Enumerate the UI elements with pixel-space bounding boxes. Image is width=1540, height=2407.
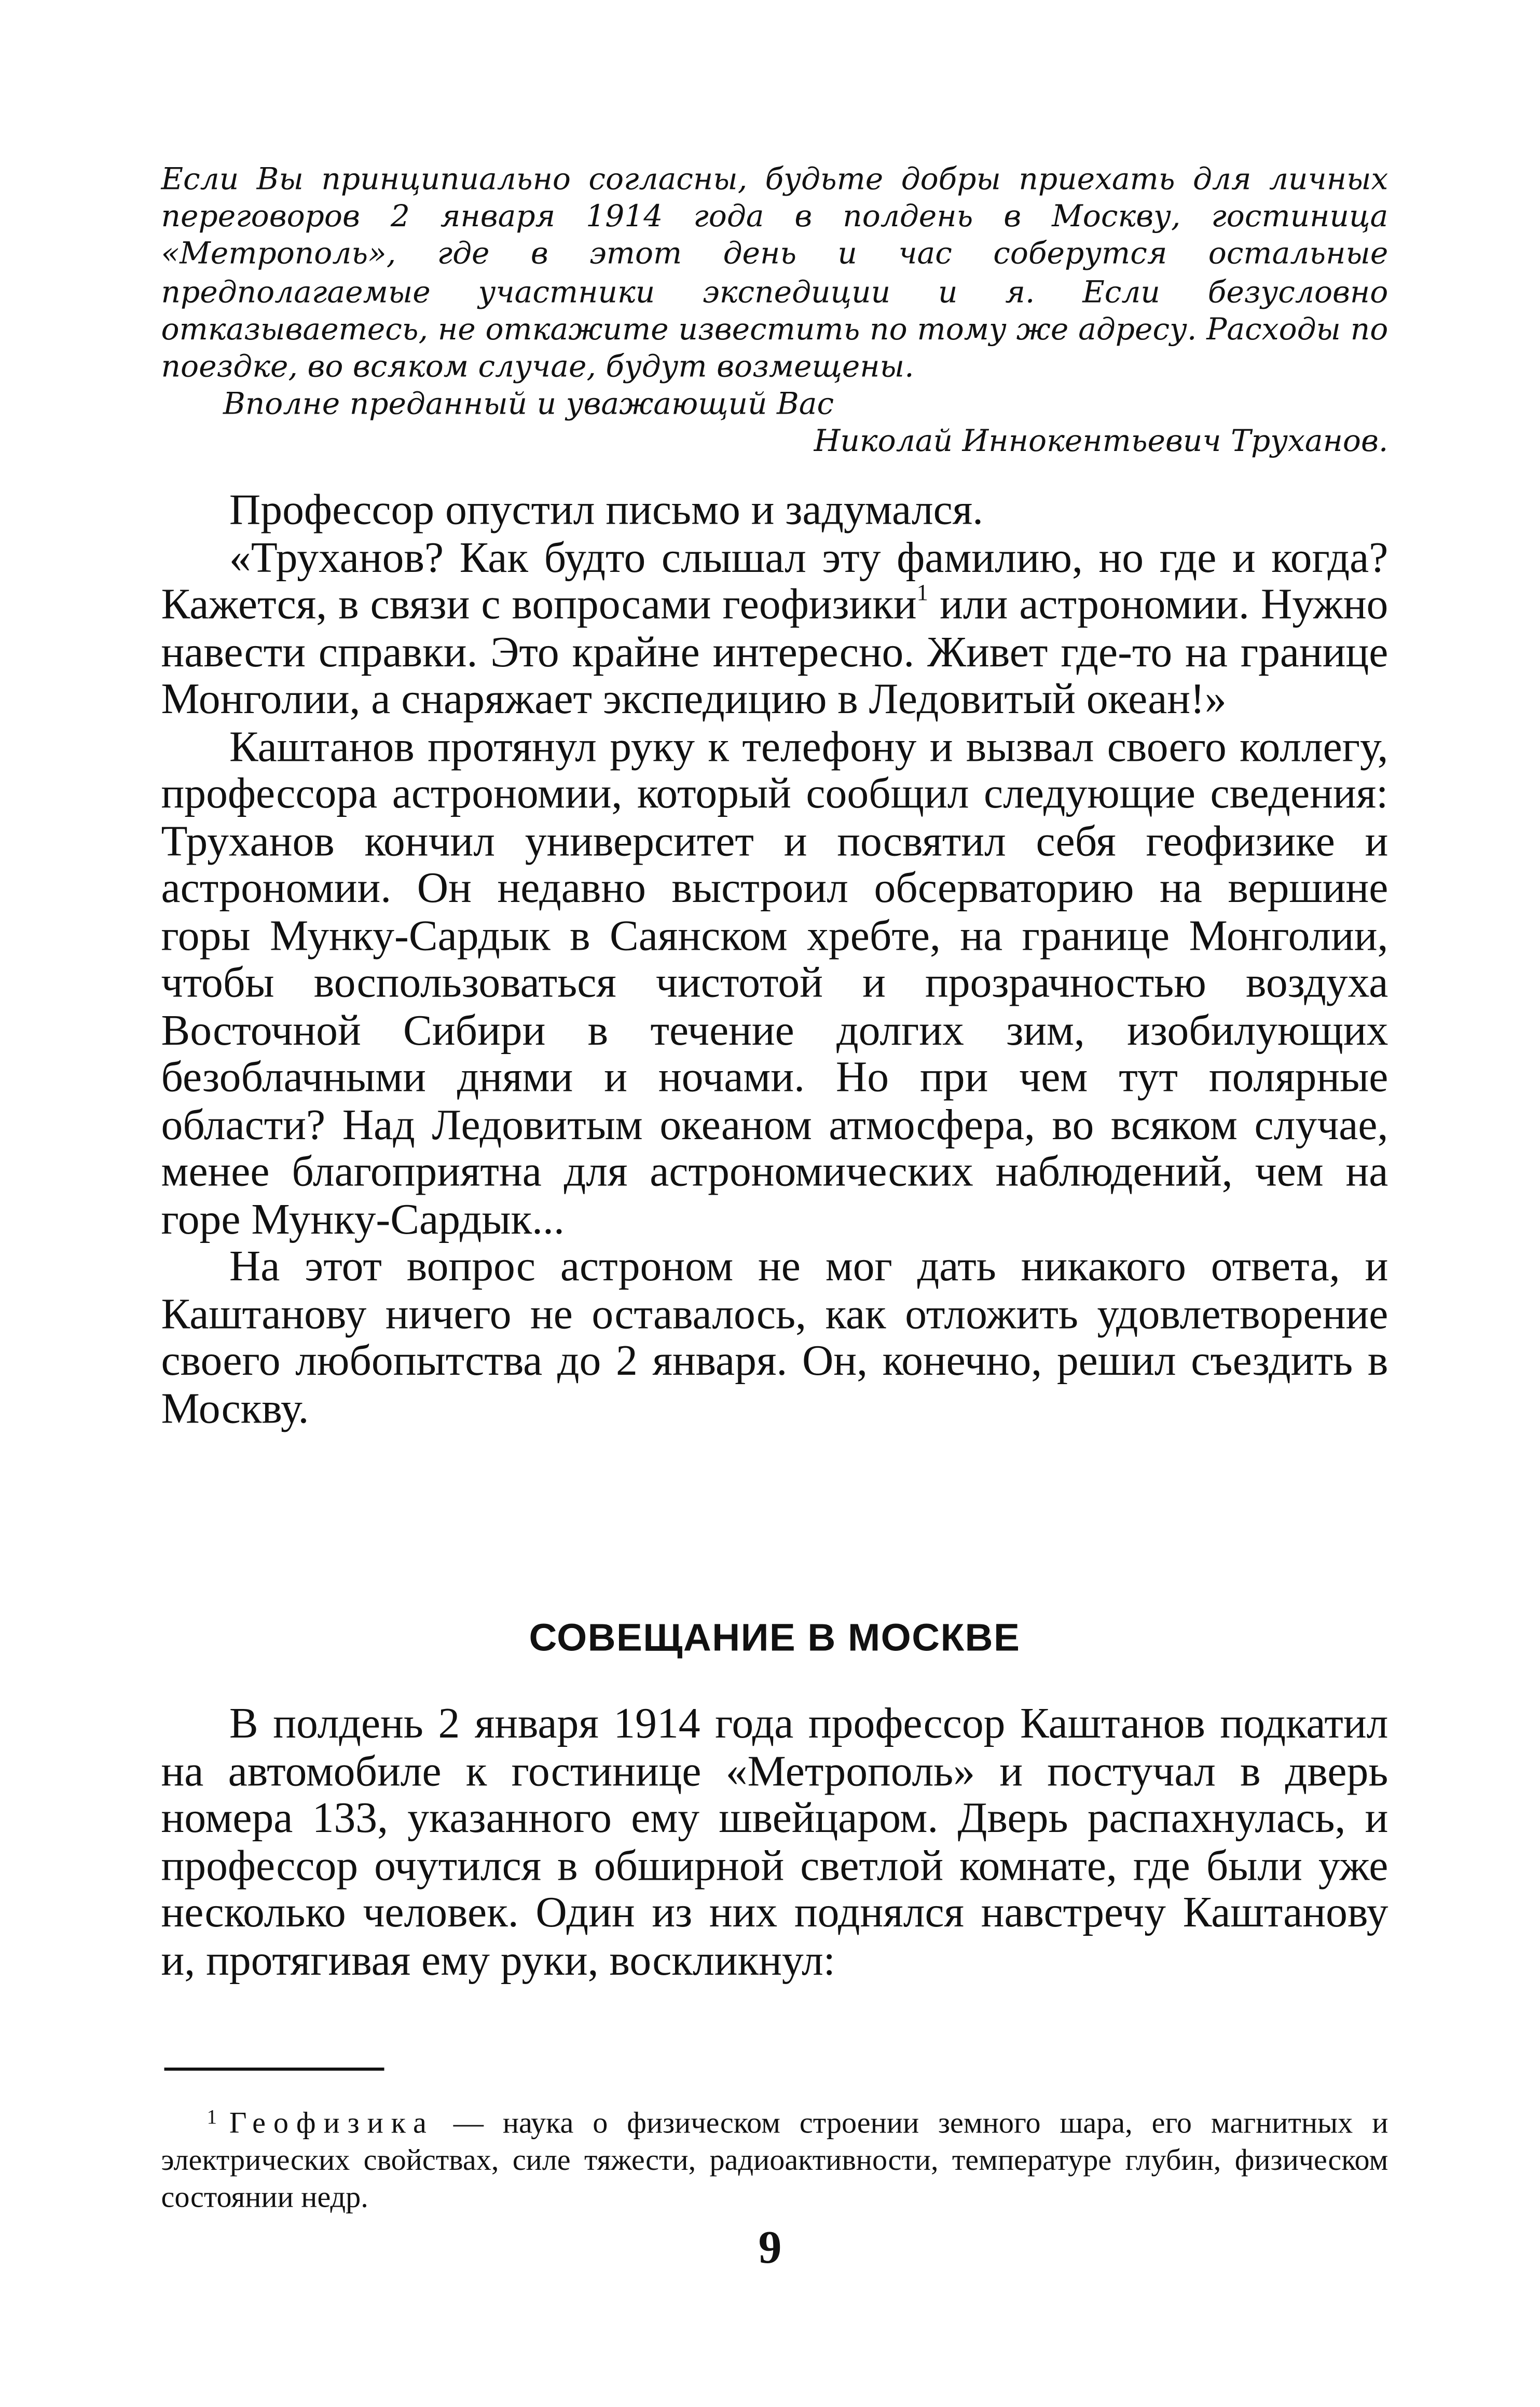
letter-body: Если Вы принципиально согласны, будьте добры приехать для личных переговоров 2 января 1914 года в полдень в Москву, гостиница «Метрополь», где в этот день и час соберутся остальные предполагаемые участники экспедиции и я. Если безусловно отказываетесь, не откажите известить по тому же адресу. Расходы по поездке, во всяком случае, будут возмещены. (161, 161, 1388, 385)
section-text (161, 1702, 1388, 1986)
page-number: 9 (758, 2222, 782, 2274)
footnote (161, 2099, 1388, 2218)
footnote-text: — наука о физическом строении земного шара, его магнитных и электрических свойствах, силе тяжести, радиоактивности, температуре глубин, физическом состоянии недр. (161, 2108, 1388, 2215)
letter-closing: Вполне преданный и уважающий Вас (223, 386, 834, 422)
footnote-term: Геофизика (229, 2108, 434, 2141)
main-text (161, 488, 1388, 1434)
paragraph (161, 536, 1388, 724)
paragraph: В полдень 2 января 1914 года профессор Каштанов подкатил на автомобиле к гостинице «Метрополь» и постучал в дверь номера 133, указанного ему швейцаром. Дверь распахнулась, и профессор очутился в обширной светлой комнате, где были уже несколько человек. Один из них поднялся навстречу Каштанову и, протягивая ему руки, воскликнул: (161, 1700, 1388, 1985)
paragraph: Профессор опустил письмо и задумался. (229, 486, 984, 535)
letter-signature: Николай Иннокентьевич Труханов. (814, 423, 1388, 460)
paragraph-text: или астрономии. Нужно навести справки. Это крайне интересно. Живет где-то на границе Монголии, а снаряжает экспедицию в Ледовитый океан!» (161, 581, 1388, 724)
letter-quote (161, 161, 1388, 461)
section-heading: СОВЕЩАНИЕ В МОСКВЕ (529, 1616, 1021, 1660)
paragraph: На этот вопрос астроном не мог дать никакого ответа, и Каштанову ничего не оставалось, как отложить удовлетворение своего любопытства до 2 января. Он, конечно, решил съездить в Москву. (161, 1243, 1388, 1433)
footnote-divider (164, 2068, 384, 2071)
footnote-reference: 1 (916, 581, 929, 606)
paragraph-text: «Труханов? Как будто слышал эту фамилию, но где и когда? Кажется, в связи с вопросами геофизики (161, 534, 1388, 630)
paragraph: Каштанов протянул руку к телефону и вызвал своего коллегу, профессора астрономии, который сообщил следующие сведения: Труханов кончил университет и посвятил себя геофизике и астрономии. Он недавно выстроил обсерваторию на вершине горы Мунку-Сардык в Саянском хребте, на границе Монголии, чтобы воспользоваться чистотой и прозрачностью воздуха Восточной Сибири в течение долгих зим, изобилующих безоблачными днями и ночами. Но при чем тут полярные области? Над Ледовитым океаном атмосфера, во всяком случае, менее благоприятна для астрономических наблюдений, чем на горе Мунку-Сардык... (161, 723, 1388, 1244)
footnote-marker: 1 (207, 2104, 217, 2128)
